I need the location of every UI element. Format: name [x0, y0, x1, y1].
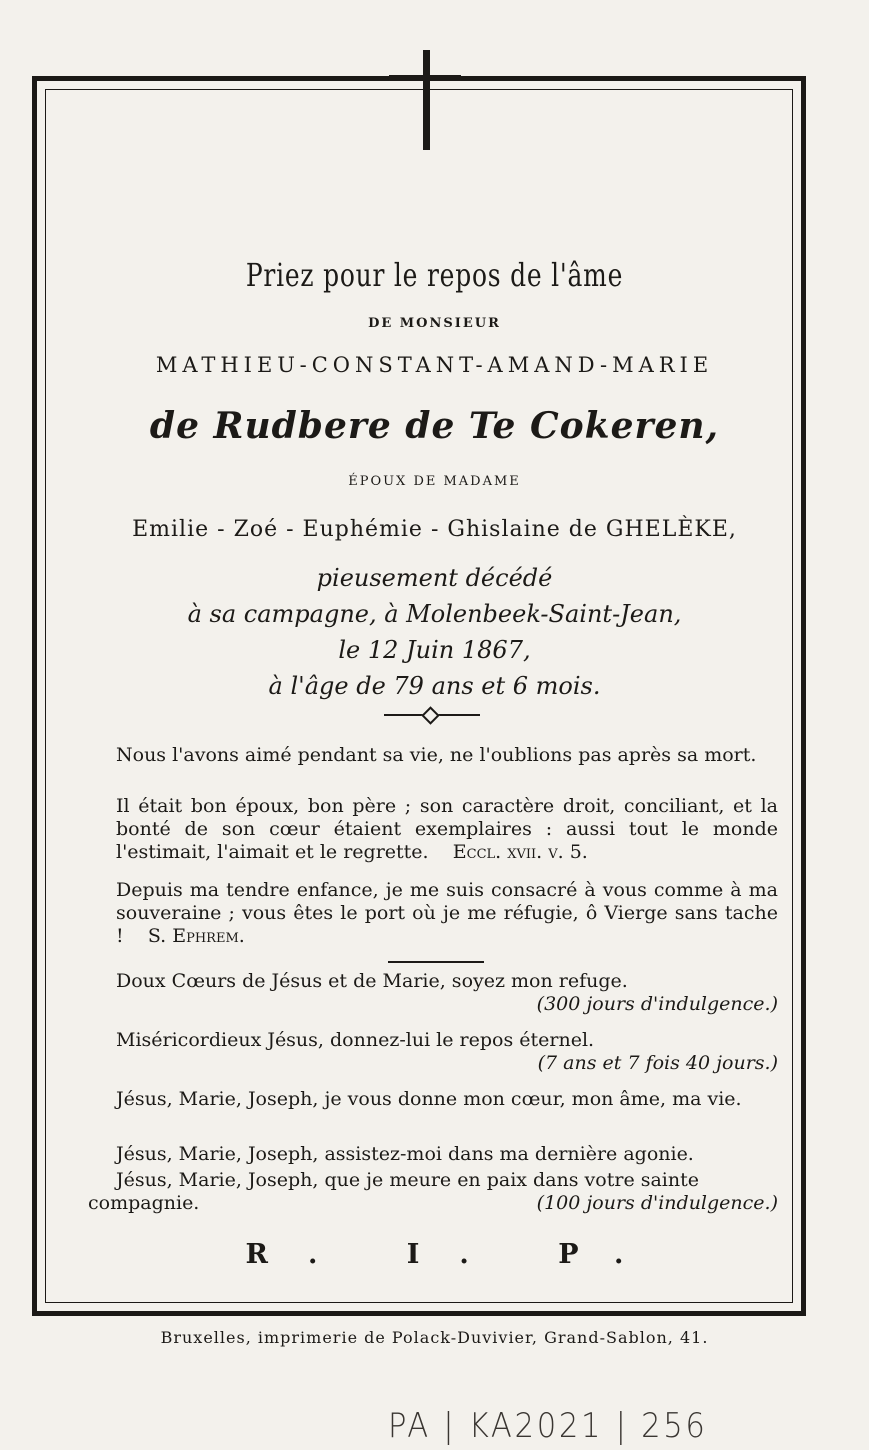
paragraph-character: Il était bon époux, bon père ; son caractère droit, conciliant, et la bonté de son cœur étaient exemplaires : aussi tout le monde l'estimait, l'aimait et le regrette. Eccl. xvii. v. 5.: [116, 795, 778, 863]
age-at-death: à l'âge de 79 ans et 6 mois.: [268, 672, 601, 700]
indulgence-note: (100 jours d'indulgence.): [536, 1192, 778, 1214]
section-divider: [388, 961, 484, 963]
prayer-end-word: compagnie.: [88, 1192, 200, 1214]
monsieur-label: DE MONSIEUR: [368, 316, 501, 331]
deceased-given-names: MATHIEU-CONSTANT-AMAND-MARIE: [155, 353, 714, 377]
deceased-line: pieusement décédé: [316, 564, 553, 592]
archive-handwritten-note: PA | KA2021 | 256: [388, 1406, 708, 1446]
ornament-divider: [384, 707, 480, 723]
paragraph-love: Nous l'avons aimé pendant sa vie, ne l'oublions pas après sa mort.: [116, 744, 757, 766]
indulgence-note: (7 ans et 7 fois 40 jours.): [537, 1052, 778, 1074]
prayer-misericordieux: Miséricordieux Jésus, donnez-lui le repos éternel. (7 ans et 7 fois 40 jours.): [88, 1029, 778, 1075]
prayer-jmj-heart: Jésus, Marie, Joseph, je vous donne mon cœur, mon âme, ma vie.: [116, 1088, 742, 1110]
printer-imprint: Bruxelles, imprimerie de Polack-Duvivier, Grand-Sablon, 41.: [160, 1328, 709, 1347]
paragraph-devotion: Depuis ma tendre enfance, je me suis consacré à vous comme à ma souveraine ; vous êtes le port où je me réfugie, ô Vierge sans tache ! S. Ephrem.: [116, 879, 778, 947]
deceased-family-name: de Rudbere de Te Cokeren,: [149, 405, 720, 447]
rip-inscription: R. I. P.: [245, 1239, 664, 1270]
scripture-reference: Eccl. xvii. v. 5.: [452, 841, 588, 863]
spouse-label: ÉPOUX DE MADAME: [348, 474, 521, 489]
prayer-jmj-agony: Jésus, Marie, Joseph, assistez-moi dans ma dernière agonie.: [116, 1143, 694, 1165]
saint-reference: S. Ephrem.: [147, 925, 245, 947]
indulgence-note: (300 jours d'indulgence.): [536, 993, 778, 1015]
spouse-name: Emilie - Zoé - Euphémie - Ghislaine de GHELÈKE,: [132, 517, 737, 542]
prayer-jmj-peace: Jésus, Marie, Joseph, que je meure en paix dans votre sainte compagnie. (100 jours d'indulgence.): [88, 1169, 778, 1214]
cross-icon: [389, 50, 461, 150]
date-of-death: le 12 Juin 1867,: [338, 636, 531, 664]
prayer-heading: Priez pour le repos de l'âme: [245, 256, 624, 294]
prayer-sacred-hearts: Doux Cœurs de Jésus et de Marie, soyez mon refuge. (300 jours d'indulgence.): [88, 970, 778, 1016]
place-of-death: à sa campagne, à Molenbeek-Saint-Jean,: [187, 600, 682, 628]
